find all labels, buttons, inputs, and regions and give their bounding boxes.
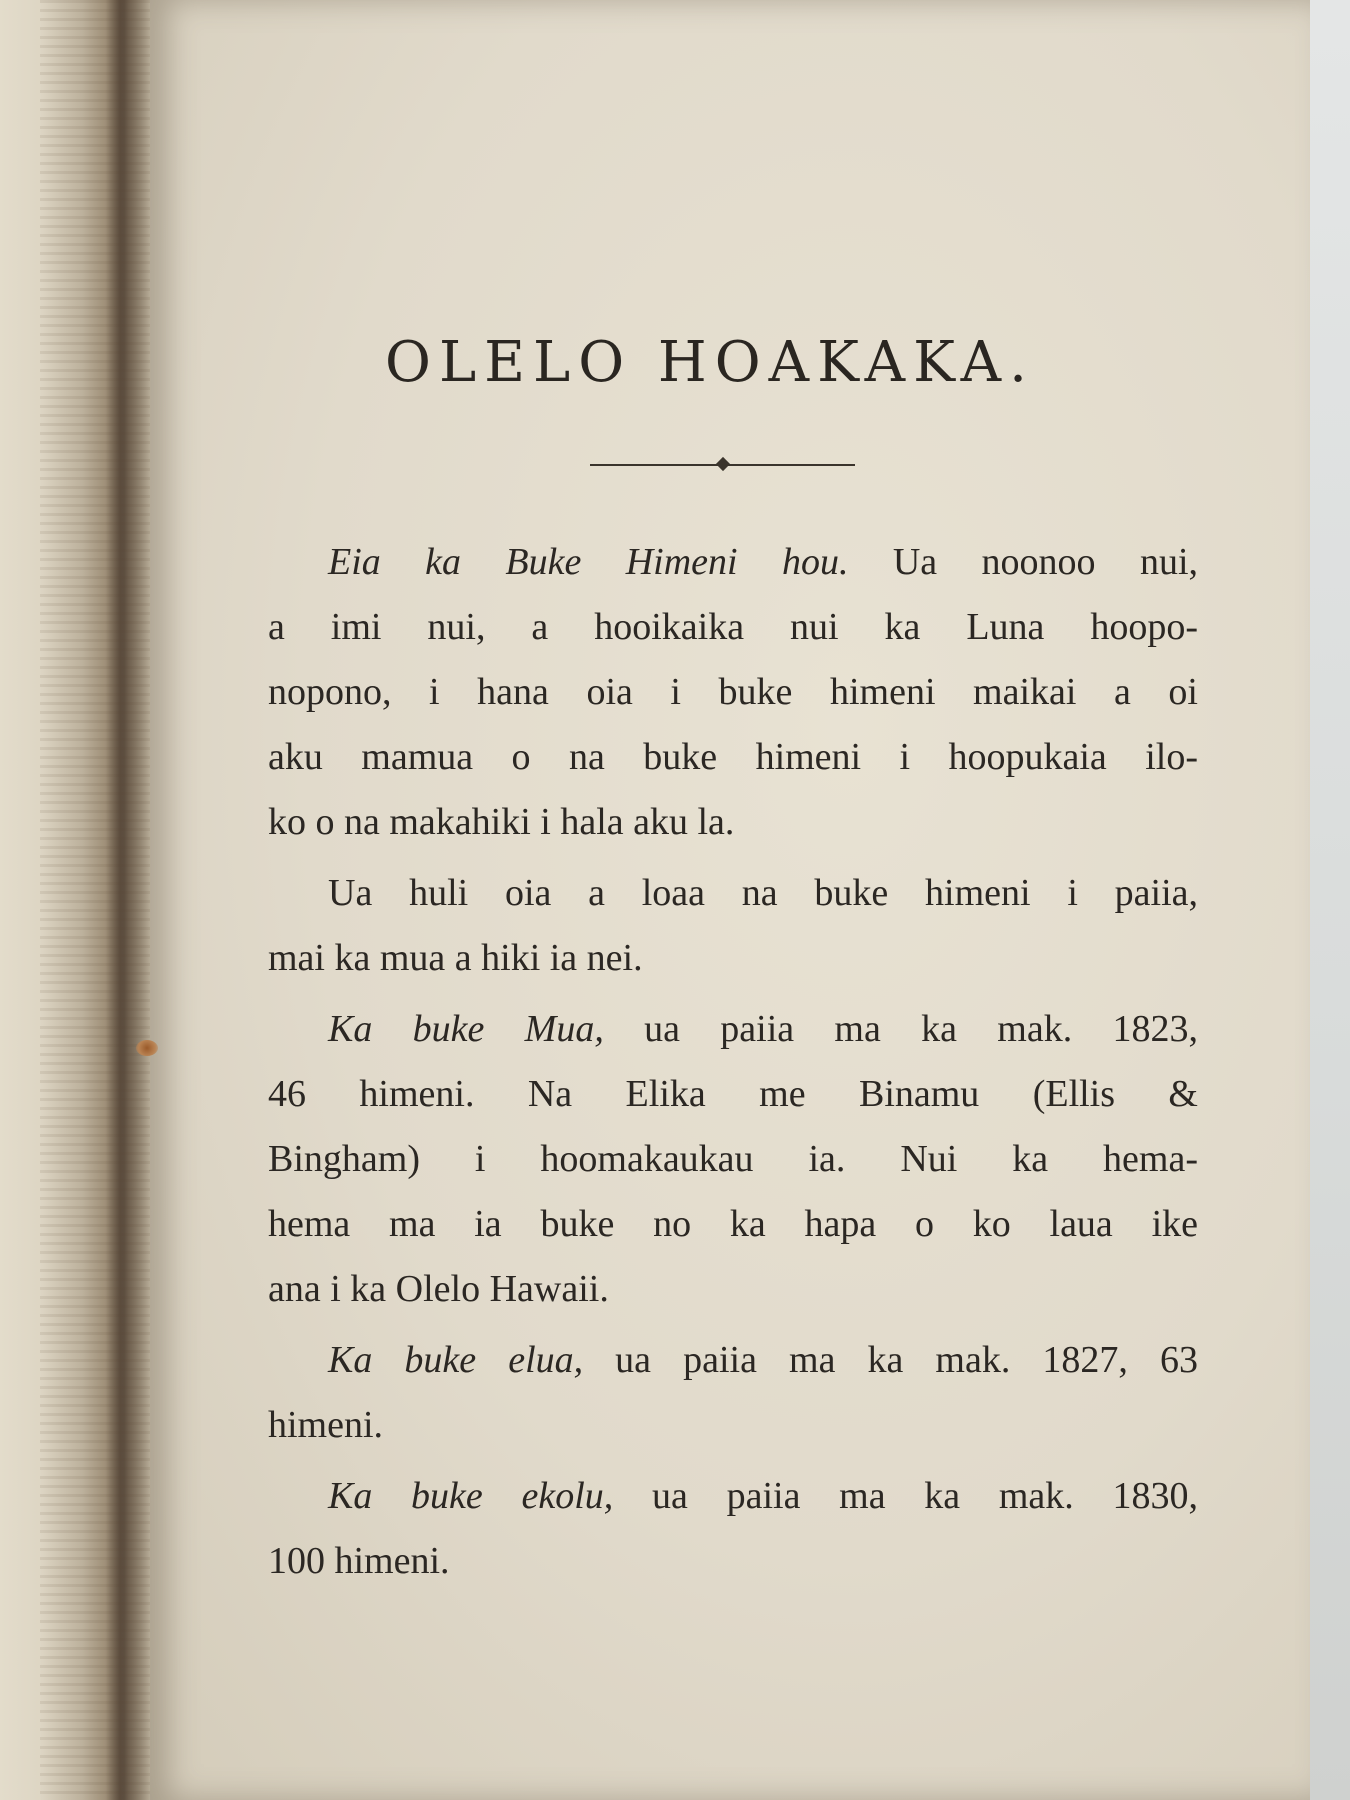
text-line: 100 himeni. xyxy=(268,1540,450,1582)
text-line: ana i ka Olelo Hawaii. xyxy=(268,1268,609,1310)
text-line: himeni. xyxy=(268,1404,384,1446)
text-line: mai ka mua a hiki ia nei. xyxy=(268,937,643,979)
table-surface xyxy=(1310,0,1350,1800)
paragraph xyxy=(268,861,1198,991)
text-line: 46 himeni. Na Elika me Binamu (Ellis & xyxy=(268,1073,1198,1115)
text-line: Ka buke ekolu, ua paiia ma ka mak. 1830, xyxy=(328,1475,1198,1517)
text-line: hema ma ia buke no ka hapa o ko laua ike xyxy=(268,1203,1198,1245)
page-title: OLELO HOAKAKA. xyxy=(385,330,1035,395)
text-line: Eia ka Buke Himeni hou. Ua noonoo nui, xyxy=(328,541,1198,583)
body-text xyxy=(268,530,1198,1600)
text-line: Ka buke Mua, ua paiia ma ka mak. 1823, xyxy=(328,1008,1199,1050)
paragraph xyxy=(268,997,1198,1322)
paragraph xyxy=(268,1328,1198,1458)
text-line: aku mamua o na buke himeni i hoopukaia ilo- xyxy=(268,736,1198,778)
page-block-edge xyxy=(40,0,160,1800)
text-line: ko o na makahiki i hala aku la. xyxy=(268,801,735,843)
text-line: a imi nui, a hooikaika nui ka Luna hoopo- xyxy=(268,606,1198,648)
italic-phrase: Ka buke elua, xyxy=(328,1339,584,1381)
paragraph xyxy=(268,530,1198,855)
text-line: nopono, i hana oia i buke himeni maikai a oi xyxy=(268,671,1198,713)
italic-phrase: Ka buke ekolu, xyxy=(328,1475,614,1517)
text-line: Bingham) i hoomakaukau ia. Nui ka hema- xyxy=(268,1138,1198,1180)
text-line: Ua huli oia a loaa na buke himeni i paiia, xyxy=(328,872,1198,914)
italic-phrase: Ka buke Mua, xyxy=(328,1008,604,1050)
page-stain xyxy=(136,1040,158,1056)
text-line: Ka buke elua, ua paiia ma ka mak. 1827, 63 xyxy=(328,1339,1198,1381)
paragraph xyxy=(268,1464,1198,1594)
italic-phrase: Eia ka Buke Himeni hou. xyxy=(328,541,849,583)
